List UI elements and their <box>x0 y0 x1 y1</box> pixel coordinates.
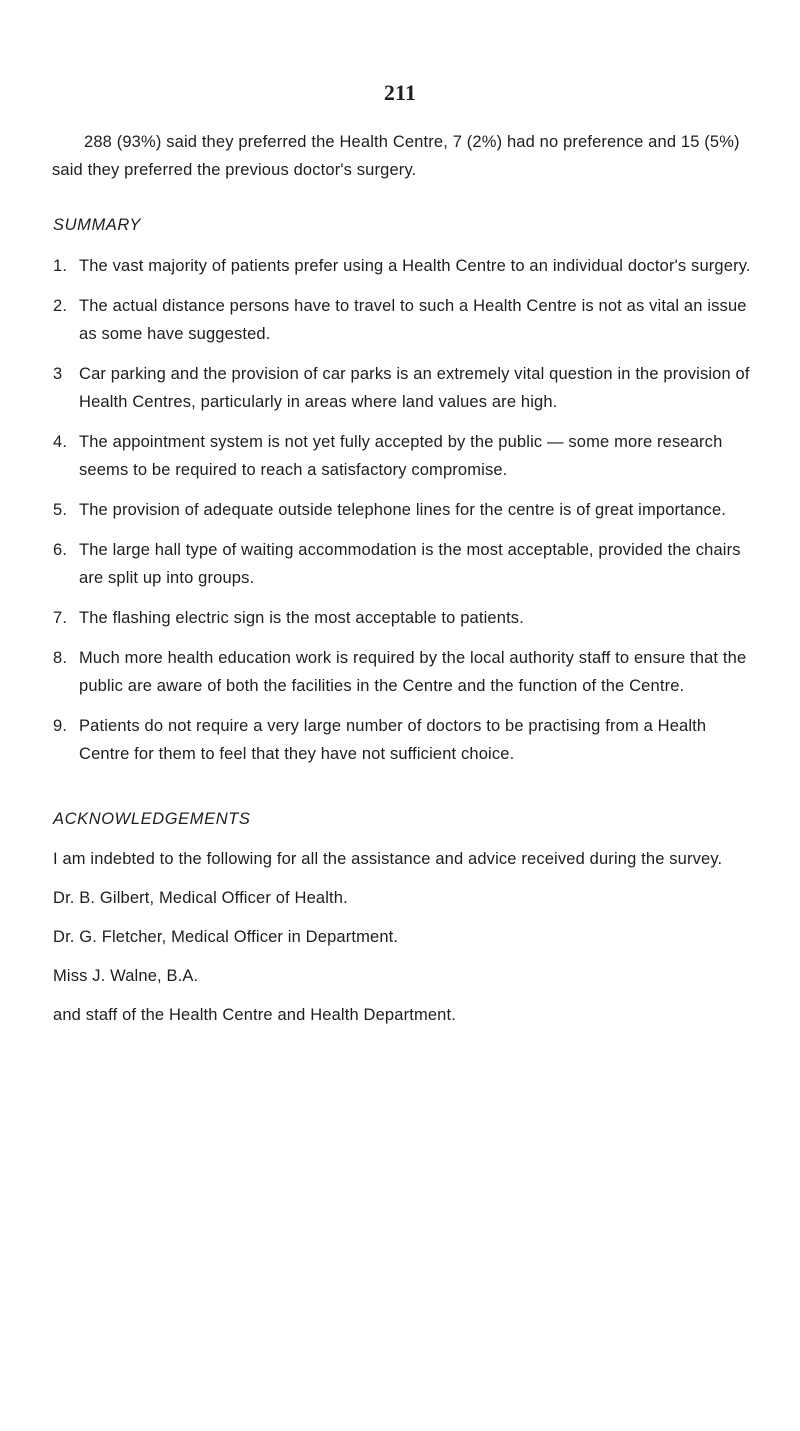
summary-item <box>53 712 753 768</box>
summary-item-number: 2. <box>53 297 68 315</box>
summary-item <box>53 496 753 524</box>
acknowledgement-line: Dr. B. Gilbert, Medical Officer of Health. <box>53 889 348 907</box>
summary-item-number: 4. <box>53 433 68 451</box>
summary-item-text: Patients do not require a very large number of doctors to be practising from a Health Centre for them to feel that they have not sufficient choice. <box>79 717 707 763</box>
acknowledgement-line: and staff of the Health Centre and Health Department. <box>53 1006 456 1024</box>
summary-item <box>53 252 753 280</box>
summary-heading: SUMMARY <box>53 216 141 234</box>
summary-item <box>53 428 753 484</box>
acknowledgements-heading: ACKNOWLEDGEMENTS <box>53 810 251 828</box>
summary-item <box>53 644 753 700</box>
acknowledgement-line: Miss J. Walne, B.A. <box>53 967 199 985</box>
summary-item-text: The large hall type of waiting accommodation is the most acceptable, provided the chairs are split up into groups. <box>79 541 741 587</box>
summary-item-text: The provision of adequate outside telephone lines for the centre is of great importance. <box>79 501 727 519</box>
summary-item-number: 9. <box>53 717 68 735</box>
summary-item-text: The flashing electric sign is the most acceptable to patients. <box>79 609 524 627</box>
acknowledgement-line: Dr. G. Fletcher, Medical Officer in Department. <box>53 928 399 946</box>
summary-item-text: The actual distance persons have to travel to such a Health Centre is not as vital an issue as some have suggested. <box>79 297 747 343</box>
summary-list <box>53 252 753 780</box>
summary-item-text: The appointment system is not yet fully accepted by the public — some more research seems to be required to reach a satisfactory compromise. <box>79 433 723 479</box>
summary-item <box>53 292 753 348</box>
summary-item-text: The vast majority of patients prefer using a Health Centre to an individual doctor's surgery. <box>79 257 751 275</box>
summary-item-text: Much more health education work is required by the local authority staff to ensure that the public are aware of both the facilities in the Centre and the function of the Centre. <box>79 649 747 695</box>
page-number: 211 <box>383 80 417 105</box>
summary-item-number: 7. <box>53 609 68 627</box>
summary-item-number: 6. <box>53 541 68 559</box>
acknowledgements-intro: I am indebted to the following for all the assistance and advice received during the survey. <box>53 850 723 868</box>
summary-item-number: 8. <box>53 649 68 667</box>
acknowledgements-body <box>53 845 753 1040</box>
summary-item-number: 1. <box>53 257 68 275</box>
summary-item-number: 5. <box>53 501 68 519</box>
summary-item-number: 3 <box>53 365 63 383</box>
summary-item <box>53 536 753 592</box>
summary-item <box>53 604 753 632</box>
intro-paragraph: 288 (93%) said they preferred the Health Centre, 7 (2%) had no preference and 15 (5%) said they preferred the previous doctor's surgery. <box>52 133 740 179</box>
summary-item-text: Car parking and the provision of car parks is an extremely vital question in the provision of Health Centres, particularly in areas where land values are high. <box>79 365 750 411</box>
summary-item <box>53 360 753 416</box>
